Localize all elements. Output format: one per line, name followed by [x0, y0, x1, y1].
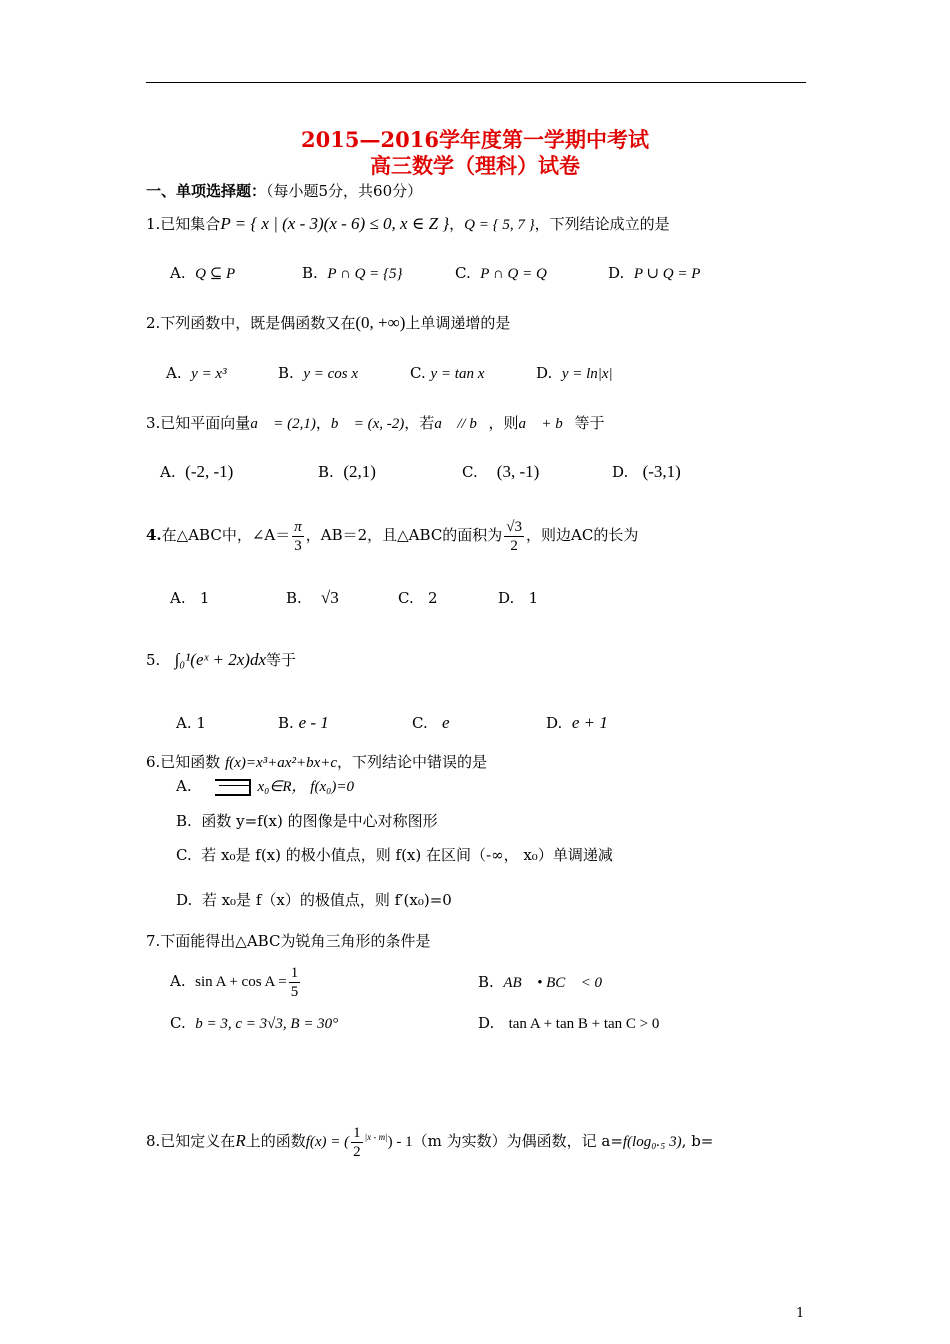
q2-option-b: B. y = cos x	[278, 364, 359, 382]
q3-option-a: A. (-2, -1)	[160, 462, 234, 481]
q7-option-b: B. AB⃗ • BC⃗ < 0	[478, 973, 603, 991]
q1-option-a: A. Q ⊆ P	[170, 264, 236, 282]
q6-option-b: B. 函数 y=f(x) 的图像是中心对称图形	[176, 812, 438, 830]
q5-option-c: C. e	[412, 713, 450, 732]
q1-sep: ，	[449, 215, 465, 233]
section-heading	[146, 181, 422, 201]
q6-option-a: A. x₀∈R， f(x₀)=0	[176, 777, 354, 795]
q4-option-d: D. 1	[498, 589, 539, 607]
exam-subtitle: 高三数学（理科）试卷	[370, 153, 580, 178]
q1-set-p: P = { x | (x - 3)(x - 6) ≤ 0, x ∈ Z }	[220, 214, 450, 233]
section-note: （每小题5分，共60分）	[266, 182, 423, 200]
question-3-stem: 3.已知平面向量a⃗ = (2,1)，b⃗ = (x, -2)，若a⃗ // b⃗，则a⃗ + b⃗等于	[146, 414, 605, 432]
q6-option-c: C. 若 x₀是 f(x) 的极小值点，则 f(x) 在区间（-∞， x₀）单调递减	[176, 846, 613, 864]
q1-suffix: ，下列结论成立的是	[534, 215, 670, 233]
q4-option-c: C. 2	[398, 589, 438, 607]
exists-symbol-icon	[215, 779, 251, 796]
q4-area-fraction: $\frac{√3}{2}$	[506, 518, 523, 554]
question-5-stem: 5. ∫₀¹(eˣ + 2x)dx等于	[146, 650, 297, 669]
q5-integral: ∫₀¹(eˣ + 2x)dx	[174, 650, 267, 669]
exam-title: 2015—2016学年度第一学期中考试	[301, 127, 649, 152]
q5-option-d: D. e + 1	[546, 713, 608, 732]
question-6-stem: 6.已知函数 f(x)=x³+ax²+bx+c，下列结论中错误的是	[146, 753, 488, 771]
q1-prefix: 1.已知集合	[146, 215, 221, 233]
q3-vec-a: a⃗ = (2,1)	[250, 416, 316, 432]
section-title: 一、单项选择题：	[146, 182, 267, 200]
q7-option-c: C. b = 3, c = 3√3, B = 30°	[170, 1014, 339, 1032]
q1-option-d: D. P ∪ Q = P	[608, 264, 701, 282]
question-8-stem: 8.已知定义在R上的函数f(x) = ( $\frac{1}{2}$ $^{|x - m|}$) - 1（m 为实数）为偶函数，记 a=f(log₀.₅ 3), b=	[146, 1124, 714, 1160]
q3-vec-b: b⃗ = (x, -2)	[330, 416, 405, 432]
q5-option-b: B. e - 1	[278, 713, 329, 732]
q4-angle-fraction: $\frac{\pi}{3}$	[294, 518, 302, 554]
q4-option-b: B. √3	[286, 588, 339, 607]
q1-option-c: C. P ∩ Q = Q	[455, 264, 547, 282]
q7-option-d: D. tan A + tan B + tan C > 0	[478, 1014, 660, 1032]
q3-option-d: D. (-3,1)	[612, 462, 681, 481]
q3-option-c: C. (3, -1)	[462, 462, 540, 481]
question-2-stem: 2.下列函数中，既是偶函数又在(0, +∞)上单调递增的是	[146, 313, 511, 332]
question-1-stem	[146, 214, 670, 235]
question-4-stem: 4.在△ABC中，∠A＝ $\frac{\pi}{3}$ ，AB＝2，且△ABC的面积为 $\frac{√3}{2}$ ，则边AC的长为	[146, 518, 639, 554]
q3-option-b: B. (2,1)	[318, 462, 376, 481]
q1-set-q: Q = { 5, 7 }	[464, 217, 535, 233]
q2-option-d: D. y = ln|x|	[536, 364, 613, 382]
q2-option-c: C. y = tan x	[410, 364, 485, 382]
q6-function: f(x)=x³+ax²+bx+c	[225, 755, 338, 771]
page-number: 1	[796, 1306, 805, 1321]
q5-option-a: A. 1	[176, 714, 206, 732]
q3-sum: a⃗ + b⃗	[518, 416, 575, 432]
q6-option-d: D. 若 x₀是 f（x）的极值点，则 f′(x₀)=0	[176, 891, 452, 909]
q2-option-a: A. y = x³	[166, 364, 227, 382]
q2-interval: (0, +∞)	[355, 313, 406, 332]
q1-option-b: B. P ∩ Q = {5}	[302, 264, 403, 282]
q4-option-a: A. 1	[170, 589, 210, 607]
header-rule	[146, 82, 806, 83]
question-7-stem: 7.下面能得出△ABC为锐角三角形的条件是	[146, 932, 431, 950]
q3-condition: a⃗ // b⃗	[434, 416, 489, 432]
q7-option-a: A. sin A + cos A = $\frac{1}{5}$	[170, 964, 299, 1000]
